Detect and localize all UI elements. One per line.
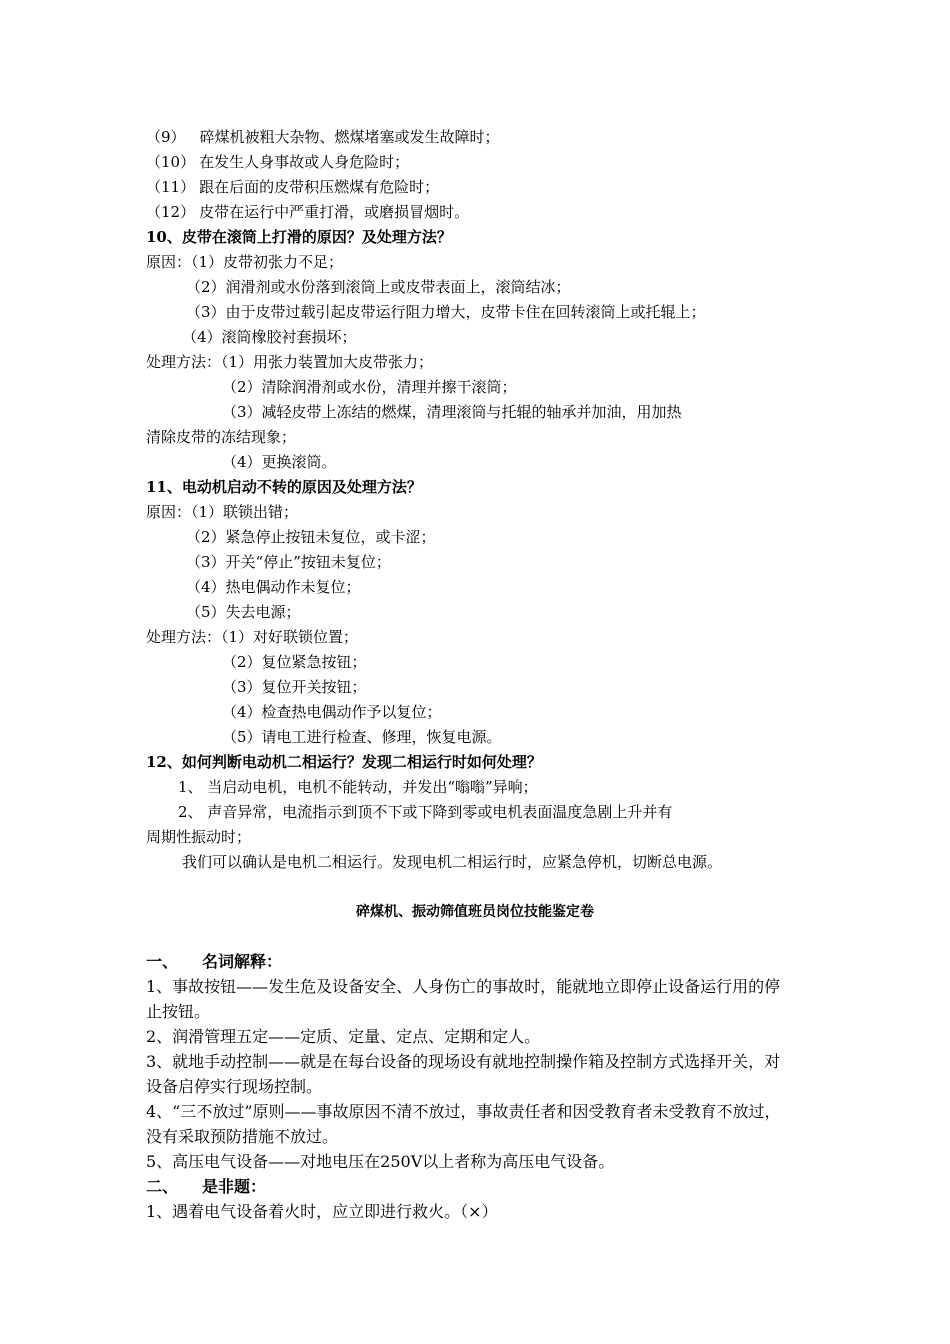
- section-1-title: 名词解释：: [202, 952, 283, 971]
- list-item-text: 碎煤机被粗大杂物、燃煤堵塞或发生故障时；: [199, 128, 500, 146]
- term-4: 4、“三不放过”原则——事故原因不清不放过，事故责任者和因受教育者未受教育不放过，: [146, 1102, 781, 1121]
- q12-line-1: 1、 当启动电机，电机不能转动，并发出“嗡嗡”异响；: [178, 778, 538, 796]
- q12-heading: 12、如何判断电动机二相运行？发现二相运行时如何处理？: [146, 753, 542, 771]
- q10-cause-3: （3）由于皮带过载引起皮带运行阻力增大，皮带卡住在回转滚筒上或托辊上；: [186, 303, 706, 321]
- q10-cause-4: （4）滚筒橡胶衬套损坏；: [182, 328, 357, 346]
- q11-cause-3: （3）开关“停止”按钮未复位；: [186, 553, 391, 571]
- q10-cause-label: 原因：: [146, 253, 192, 271]
- q10-method-3: （3）减轻皮带上冻结的燃煤，清理滚筒与托辊的轴承并加油，用加热: [222, 403, 682, 421]
- section-2-number: 二、: [146, 1177, 179, 1196]
- q10-cause-2: （2）润滑剂或水份落到滚筒上或皮带表面上，滚筒结冰；: [186, 278, 571, 296]
- q11-method-1: （1）对好联锁位置；: [221, 628, 359, 646]
- list-item-number: （12）: [146, 203, 196, 221]
- list-item-text: 跟在后面的皮带积压燃煤有危险时；: [199, 178, 440, 196]
- q10-method-label: 处理方法：: [146, 353, 222, 371]
- q11-method-3: （3）复位开关按钮；: [222, 678, 367, 696]
- term-1-cont: 止按钮。: [146, 1002, 211, 1021]
- q11-method-2: （2）复位紧急按钮；: [222, 653, 367, 671]
- list-item: [146, 177, 439, 197]
- q11-cause-label: 原因：: [146, 503, 192, 521]
- true-false-item-1: 1、遇着电气设备着火时，应立即进行救火。（×）: [146, 1202, 498, 1221]
- term-1: 1、事故按钮——发生危及设备安全、人身伤亡的事故时，能就地立即停止设备运行用的停: [146, 977, 781, 996]
- q11-method-4: （4）检查热电偶动作予以复位；: [222, 703, 442, 721]
- q11-cause-4: （4）热电偶动作未复位；: [186, 578, 361, 596]
- q10-cause-1: （1）皮带初张力不足；: [191, 253, 344, 271]
- term-2: 2、润滑管理五定——定质、定量、定点、定期和定人。: [146, 1027, 541, 1046]
- section-2-title: 是非题：: [202, 1177, 267, 1196]
- list-item: [146, 202, 469, 222]
- list-item-text: 皮带在运行中严重打滑，或磨损冒烟时。: [199, 203, 470, 221]
- term-3-cont: 设备启停实行现场控制。: [146, 1077, 323, 1096]
- q12-line-2: 2、 声音异常，电流指示到顶不下或下降到零或电机表面温度急剧上升并有: [178, 803, 673, 821]
- q11-cause-row: [146, 502, 298, 522]
- q11-cause-5: （5）失去电源；: [186, 603, 301, 621]
- q12-conclusion: 我们可以确认是电机二相运行。发现电机二相运行时，应紧急停机，切断总电源。: [182, 853, 723, 871]
- list-item-text: 在发生人身事故或人身危险时；: [199, 153, 410, 171]
- q10-method-3-cont: 清除皮带的冻结现象；: [146, 428, 297, 446]
- list-item-number: （10）: [146, 153, 196, 171]
- list-item: [146, 127, 500, 147]
- q10-cause-row: [146, 252, 343, 272]
- term-3: 3、就地手动控制——就是在每台设备的现场设有就地控制操作箱及控制方式选择开关，对: [146, 1052, 781, 1071]
- q10-method-row: [146, 352, 433, 372]
- q10-method-2: （2）清除润滑剂或水份，清理并擦干滚筒；: [222, 378, 517, 396]
- list-item-number: （11）: [146, 178, 196, 196]
- q11-cause-1: （1）联锁出错；: [191, 503, 299, 521]
- q11-method-5: （5）请电工进行检查、修理，恢复电源。: [222, 728, 502, 746]
- q11-method-row: [146, 627, 358, 647]
- term-4-cont: 没有采取预防措施不放过。: [146, 1127, 339, 1146]
- term-5: 5、高压电气设备——对地电压在250V以上者称为高压电气设备。: [146, 1152, 615, 1171]
- q12-line-2-cont: 周期性振动时；: [146, 828, 252, 846]
- q10-method-1: （1）用张力装置加大皮带张力；: [221, 353, 434, 371]
- q11-method-label: 处理方法：: [146, 628, 222, 646]
- section-1-number: 一、: [146, 952, 179, 971]
- q10-heading: 10、皮带在滚筒上打滑的原因？及处理方法？: [146, 228, 452, 246]
- list-item: [146, 152, 409, 172]
- q11-heading: 11、电动机启动不转的原因及处理方法？: [146, 478, 422, 496]
- q11-cause-2: （2）紧急停止按钮未复位，或卡涩；: [186, 528, 436, 546]
- q10-method-4: （4）更换滚筒。: [222, 453, 337, 471]
- list-item-number: （9）: [146, 128, 186, 146]
- exam-title: 碎煤机、振动筛值班员岗位技能鉴定卷: [356, 904, 594, 920]
